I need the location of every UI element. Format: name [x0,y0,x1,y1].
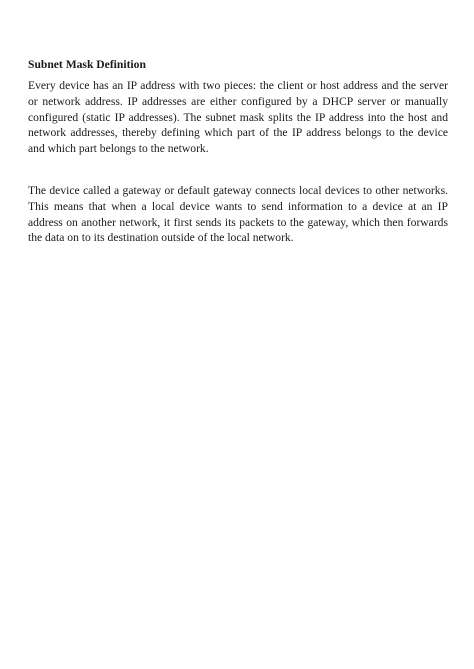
document-heading: Subnet Mask Definition [28,58,146,71]
document-body [28,57,448,246]
paragraph-subnet-mask: Every device has an IP address with two pieces: the client or host address and the server or network address. IP addresses are either configured by a DHCP server or manually configured (static IP addresses). The subnet mask splits the IP address into the host and network addresses, thereby defining which part of the IP address belongs to the device and which part belongs to the network. [28,79,448,156]
paragraph-gateway: The device called a gateway or default gateway connects local devices to other networks. This means that when a local device wants to send information to a device at an IP address on another network, it first sends its packets to the gateway, which then forwards the data on to its destination outside of the local network. [28,183,448,245]
